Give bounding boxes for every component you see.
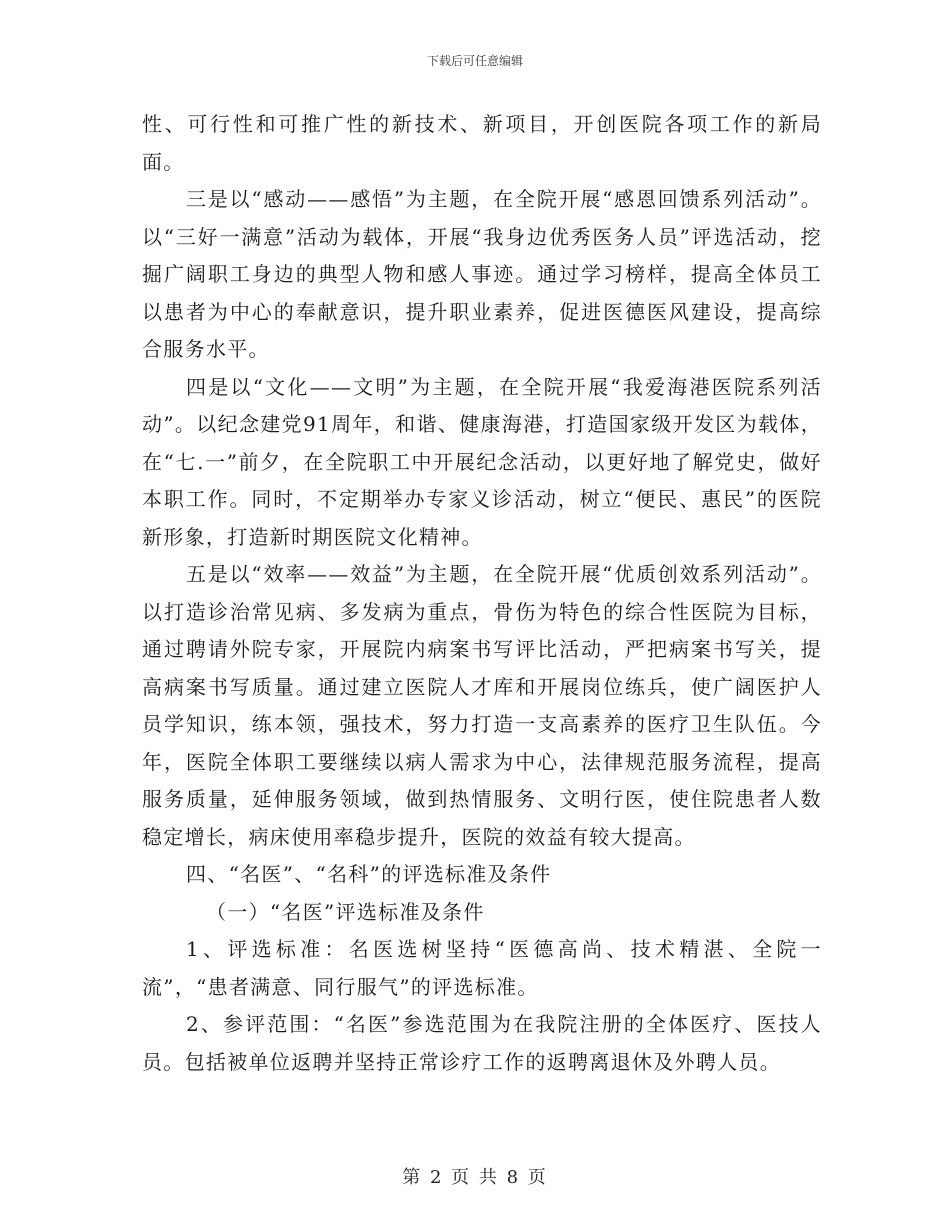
page-footer: 第 2 页 共 8 页 — [402, 1167, 548, 1188]
document-body — [142, 106, 822, 1081]
paragraph-item-five: 五是以“效率——效益”为主题，在全院开展“优质创效系列活动”。以打造诊治常见病、多发病为重点，骨伤为特色的综合性医院为目标，通过聘请外院专家，开展院内病案书写评比活动，严把病案书写关，提高病案书写质量。通过建立医院人才库和开展岗位练兵，使广阔医护人员学知识，练本领，强技术，努力打造一支高素养的医疗卫生队伍。今年，医院全体职工要继续以病人需求为中心，法律规范服务流程，提高服务质量，延伸服务领域，做到热情服务、文明行医，使住院患者人数稳定增长，病床使用率稳步提升，医院的效益有较大提高。 — [142, 562, 822, 849]
paragraph-criteria: 1、评选标准：名医选树坚持“医德高尚、技术精湛、全院一流”，“患者满意、同行服气”的评选标准。 — [142, 937, 822, 999]
paragraph-item-three: 三是以“感动——感悟”为主题，在全院开展“感恩回馈系列活动”。以“三好一满意”活动为载体，开展“我身边优秀医务人员”评选活动，挖掘广阔职工身边的典型人物和感人事迹。通过学习榜样，提高全体员工以患者为中心的奉献意识，提升职业素养，促进医德医风建设，提高综合服务水平。 — [142, 187, 822, 361]
paragraph-scope: 2、参评范围：“名医”参选范围为在我院注册的全体医疗、医技人员。包括被单位返聘并坚持正常诊疗工作的返聘离退休及外聘人员。 — [142, 1012, 822, 1074]
subsection-heading: （一）“名医”评选标准及条件 — [206, 899, 485, 924]
section-heading: 四、“名医”、“名科”的评选标准及条件 — [186, 862, 552, 886]
page-header: 下载后可任意编辑 — [426, 54, 523, 68]
paragraph-continuation: 性、可行性和可推广性的新技术、新项目，开创医院各项工作的新局面。 — [142, 112, 822, 174]
paragraph-item-four: 四是以“文化——文明”为主题，在全院开展“我爱海港医院系列活动”。以纪念建党91周年，和谐、健康海港，打造国家级开发区为载体，在“七.一”前夕，在全院职工中开展纪念活动，以更好地了解党史，做好本职工作。同时，不定期举办专家义诊活动，树立“便民、惠民”的医院新形象，打造新时期医院文化精神。 — [142, 374, 822, 549]
